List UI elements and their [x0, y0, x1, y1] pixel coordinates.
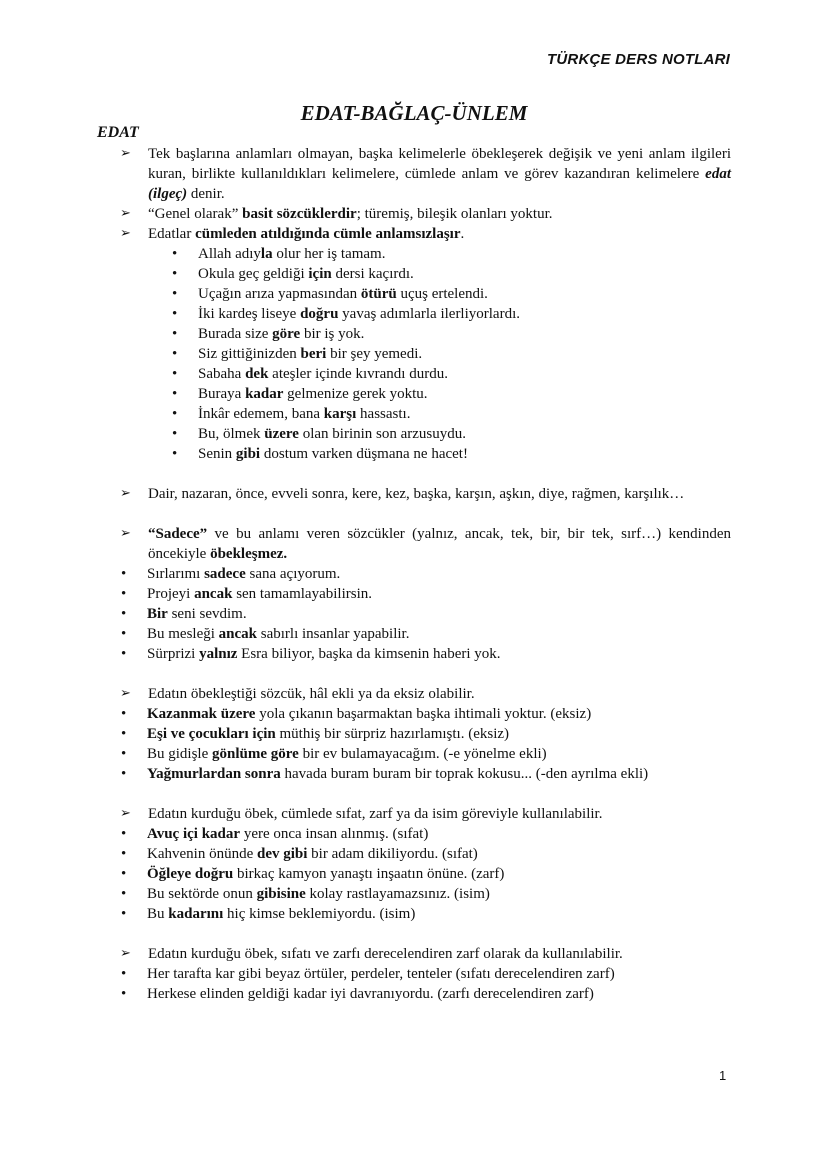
list-item: • Sürprizi yalnız Esra biliyor, başka da kimsenin haberi yok. — [121, 646, 501, 662]
list-item: • Projeyi ancak sen tamamlayabilirsin. — [121, 586, 372, 602]
hal-ekli-paragraph: ➢ Edatın öbekleştiği sözcük, hâl ekli ya da eksiz olabilir. — [120, 686, 475, 702]
list-item: • Sabaha dek ateşler içinde kıvrandı durdu. — [172, 366, 448, 382]
list-item: • Bu, ölmek üzere olan birinin son arzusuydu. — [172, 426, 467, 442]
obek-gorev-paragraph: ➢ Edatın kurduğu öbek, cümlede sıfat, zarf ya da isim göreviyle kullanılabilir. — [120, 806, 603, 822]
meaningless-paragraph: ➢ Edatlar cümleden atıldığında cümle anlamsızlaşır. — [120, 226, 465, 242]
list-item: • Siz gittiğinizden beri bir şey yemedi. — [172, 346, 423, 362]
derece-paragraph: ➢ Edatın kurduğu öbek, sıfatı ve zarfı derecelendiren zarf olarak da kullanılabilir. — [120, 946, 623, 962]
arrow-bullet-icon: ➢ — [120, 226, 131, 241]
arrow-bullet-icon: ➢ — [120, 206, 131, 221]
sadece-paragraph: ➢ “Sadece” ve bu anlamı veren sözcükler (yalnız, ancak, tek, bir, bir tek, sırf…) kendinden öncekiyle öbekleşmez. — [120, 526, 731, 562]
page-number: 1 — [719, 1068, 727, 1083]
example-list-4 — [97, 824, 731, 924]
list-item: • Uçağın arıza yapmasından ötürü uçuş ertelendi. — [172, 286, 488, 302]
list-item: • Allah adıyla olur her iş tamam. — [172, 246, 386, 262]
arrow-bullet-icon: ➢ — [120, 686, 131, 701]
list-item: • Herkese elinden geldiği kadar iyi davranıyordu. (zarfı derecelendiren zarf) — [121, 986, 594, 1002]
example-list-1 — [97, 244, 731, 464]
example-list-3 — [97, 704, 731, 784]
list-item: • Okula geç geldiği için dersi kaçırdı. — [172, 266, 414, 282]
list-item: • Avuç içi kadar yere onca insan alınmış. (sıfat) — [121, 826, 429, 842]
example-list-2 — [97, 564, 731, 664]
arrow-bullet-icon: ➢ — [120, 526, 131, 541]
arrow-bullet-icon: ➢ — [120, 486, 131, 501]
list-item: • Bu sektörde onun gibisine kolay rastlayamazsınız. (isim) — [121, 886, 490, 902]
list-item: • Bu mesleği ancak sabırlı insanlar yapabilir. — [121, 626, 410, 642]
list-item: • Bu gidişle gönlüme göre bir ev bulamayacağım. (-e yönelme ekli) — [121, 746, 547, 762]
list-item: • Kazanmak üzere yola çıkanın başarmaktan başka ihtimali yoktur. (eksiz) — [121, 706, 592, 722]
content-body — [97, 144, 731, 1004]
example-list-5 — [97, 964, 731, 1004]
list-item: • Buraya kadar gelmenize gerek yoktu. — [172, 386, 428, 402]
simple-words-paragraph: ➢ “Genel olarak” basit sözcüklerdir; türemiş, bileşik olanları yoktur. — [120, 206, 553, 222]
list-item: • Kahvenin önünde dev gibi bir adam dikiliyordu. (sıfat) — [121, 846, 478, 862]
list-item: • Öğleye doğru birkaç kamyon yanaştı inşaatın önüne. (zarf) — [121, 866, 505, 882]
list-item: • Bu kadarını hiç kimse beklemiyordu. (isim) — [121, 906, 416, 922]
list-item: • Senin gibi dostum varken düşmana ne hacet! — [172, 446, 468, 462]
arrow-bullet-icon: ➢ — [120, 146, 131, 161]
page-title: EDAT-BAĞLAÇ-ÜNLEM — [300, 101, 528, 125]
page-header: TÜRKÇE DERS NOTLARI — [547, 51, 730, 68]
arrow-bullet-icon: ➢ — [120, 946, 131, 961]
list-item: • Burada size göre bir iş yok. — [172, 326, 365, 342]
list-item: • Her tarafta kar gibi beyaz örtüler, perdeler, tenteler (sıfatı derecelendiren zarf) — [121, 966, 615, 982]
section-title: EDAT — [97, 124, 139, 141]
list-item: • Sırlarımı sadece sana açıyorum. — [121, 566, 341, 582]
list-item: • Eşi ve çocukları için müthiş bir sürpriz hazırlamıştı. (eksiz) — [121, 726, 510, 742]
arrow-bullet-icon: ➢ — [120, 806, 131, 821]
list-item: • Yağmurlardan sonra havada buram buram bir toprak kokusu... (-den ayrılma ekli) — [121, 766, 649, 782]
definition-paragraph: ➢ Tek başlarına anlamları olmayan, başka kelimelerle öbekleşerek değişik ve yeni anlam ilgileri kuran, birlikte kullanıldıkları kelimelere, cümlede anlam ve görev kazandıran kelimelere edat (ilgeç) denir. — [120, 146, 731, 202]
other-edat-list: ➢ Dair, nazaran, önce, evveli sonra, kere, kez, başka, karşın, aşkın, diye, rağmen, karşılık… — [120, 486, 685, 502]
list-item: • İki kardeş liseye doğru yavaş adımlarla ilerliyorlardı. — [172, 306, 521, 322]
list-item: • Bir seni sevdim. — [121, 606, 247, 622]
list-item: • İnkâr edemem, bana karşı hassastı. — [172, 406, 411, 422]
